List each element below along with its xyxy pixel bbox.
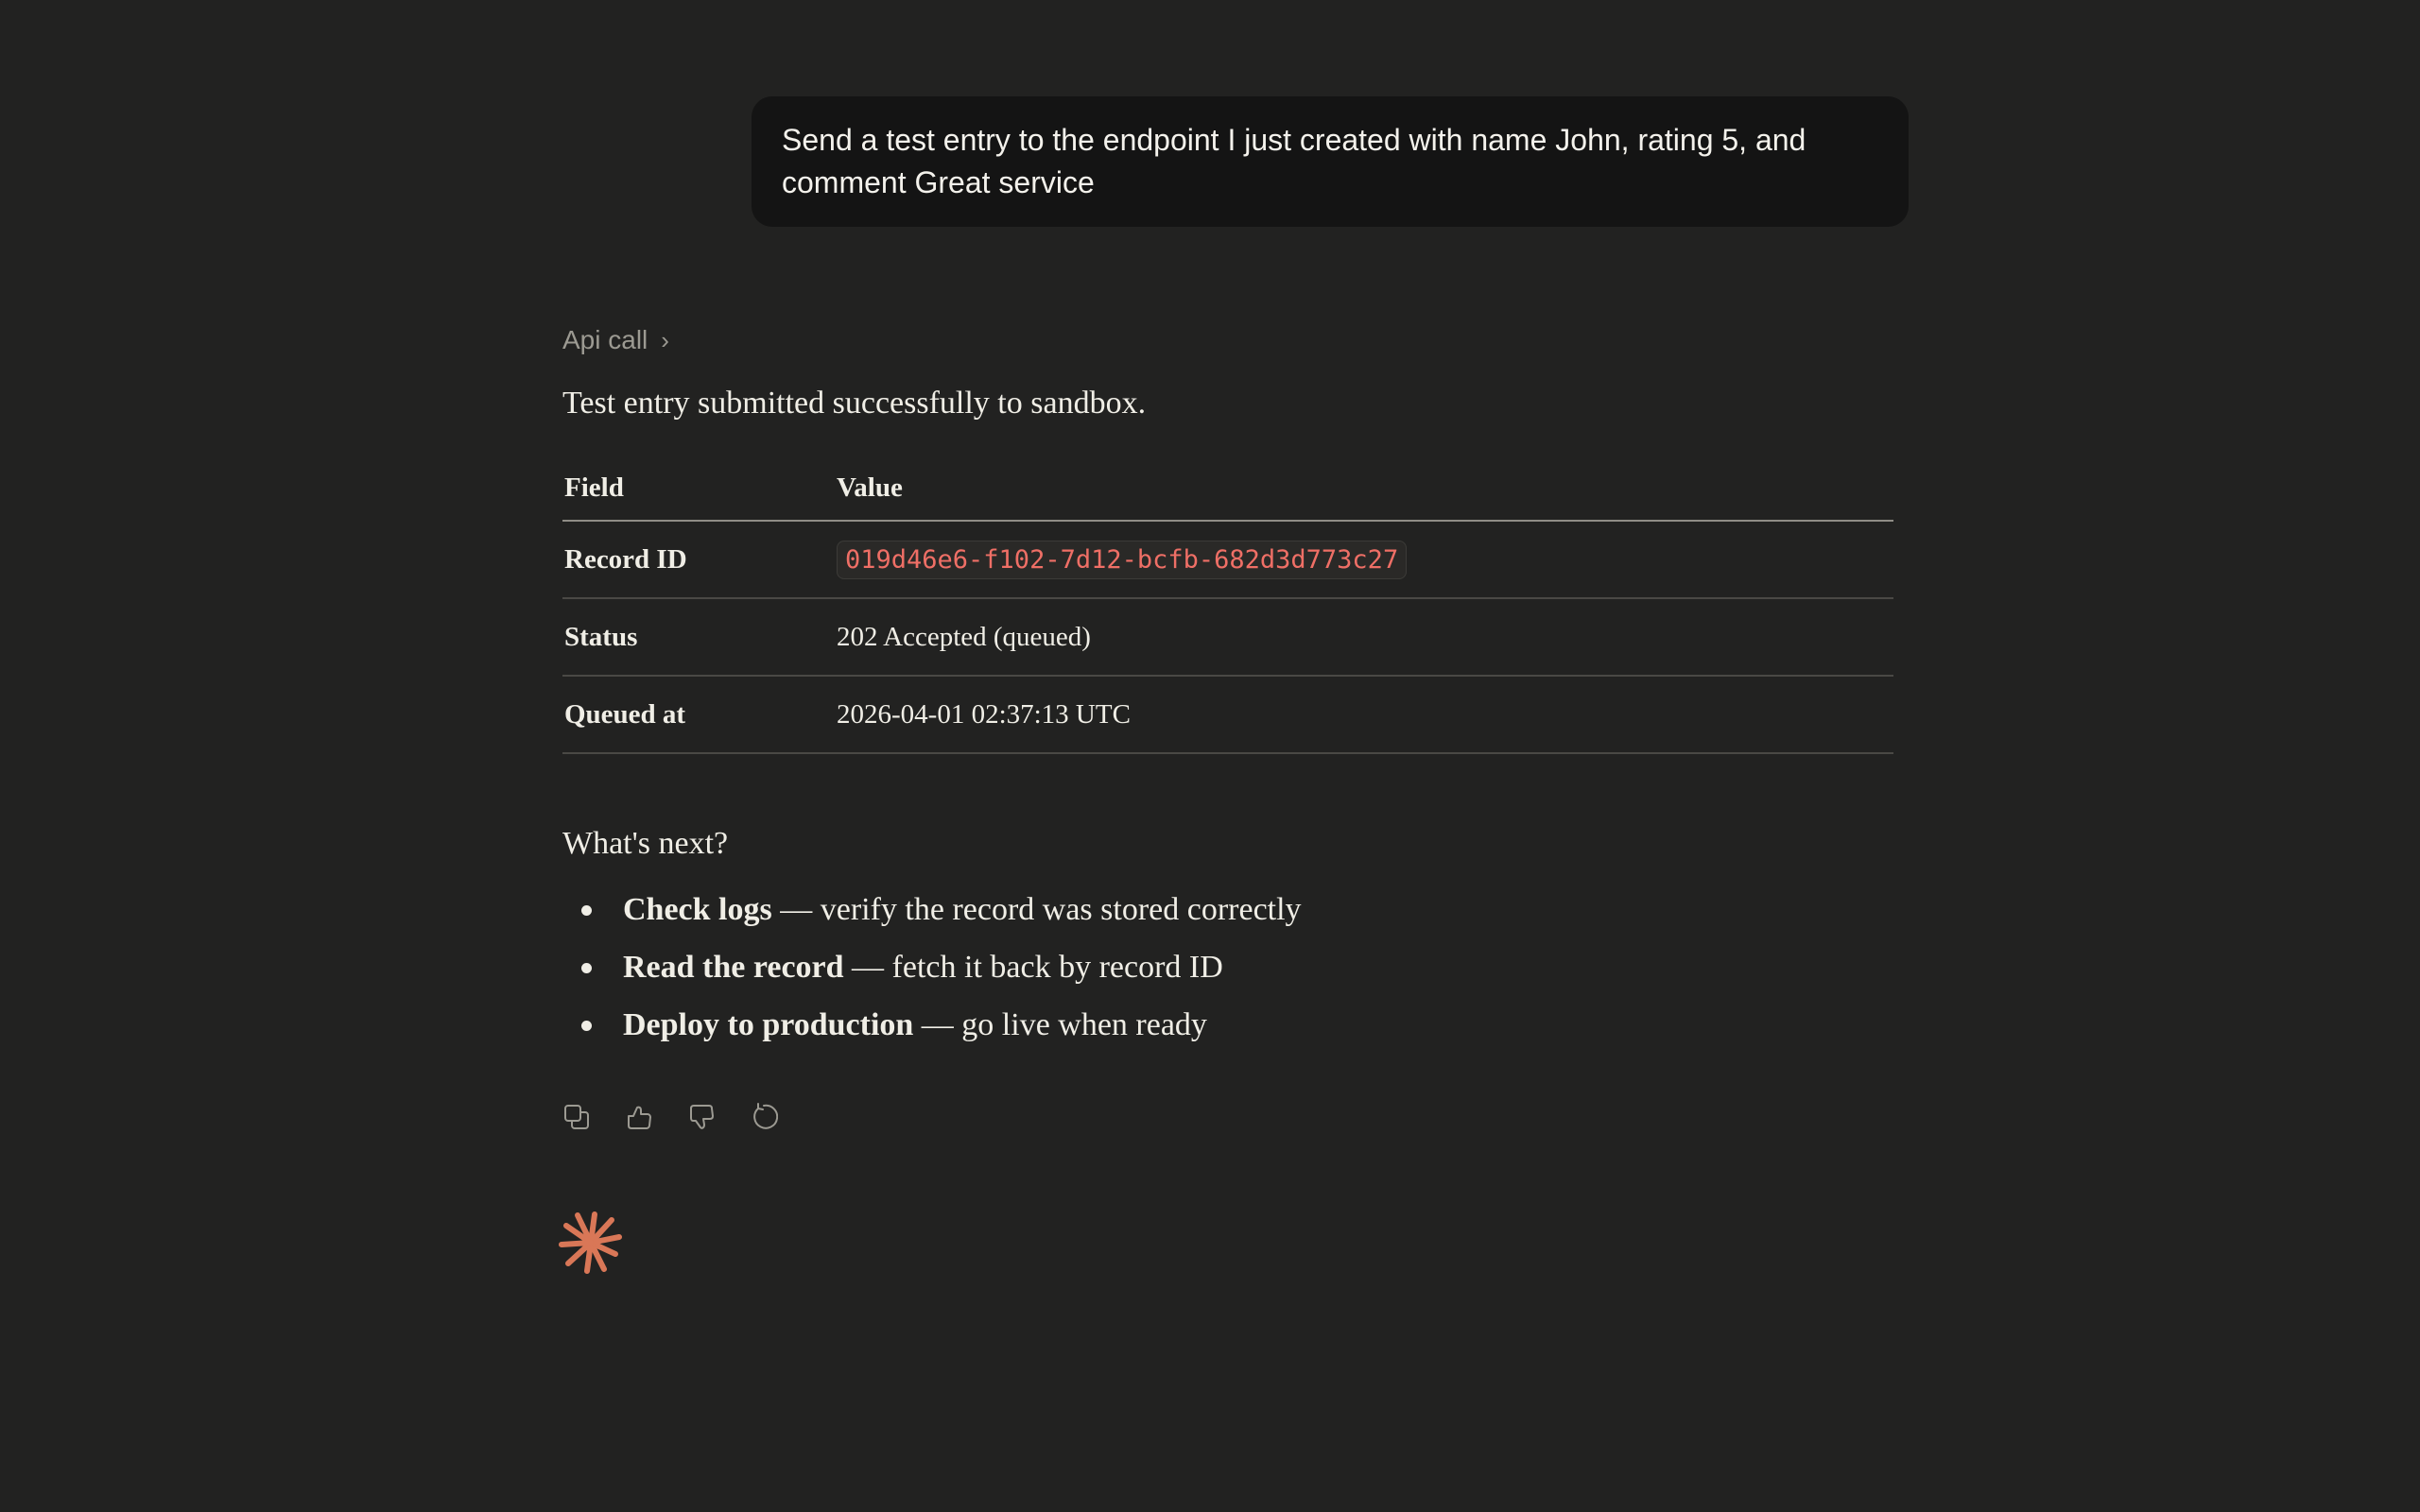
table-row [562,521,1893,598]
list-item [562,881,1895,938]
value-queued-at: 2026-04-01 02:37:13 UTC [835,676,1893,753]
list-item-title: Check logs [623,892,772,927]
value-status: 202 Accepted (queued) [835,598,1893,676]
user-message-text: Send a test entry to the endpoint I just created with name John, rating 5, and comment Great service [782,123,1806,199]
bullet-icon [581,963,592,973]
next-steps-list [562,881,1895,1054]
list-item-title: Deploy to production [623,1007,914,1042]
assistant-message [562,312,1895,1131]
list-item [562,938,1895,996]
result-table [562,455,1893,754]
list-item-desc: — go live when ready [913,1007,1207,1042]
whats-next-heading: What's next? [562,826,729,861]
list-item-desc: — fetch it back by record ID [843,950,1223,985]
api-call-label: Api call [562,325,648,354]
copy-button[interactable] [562,1103,591,1131]
table-row [562,598,1893,676]
claude-spark-icon [559,1211,623,1275]
retry-icon [750,1103,778,1131]
thumbs-up-button[interactable] [625,1103,653,1131]
field-queued-at: Queued at [562,676,835,753]
bullet-icon [581,1021,592,1031]
table-row [562,676,1893,753]
copy-icon [562,1103,591,1131]
thumbs-up-icon [625,1103,653,1131]
record-id-code: 019d46e6-f102-7d12-bcfb-682d3d773c27 [837,541,1407,579]
list-item [562,996,1895,1054]
field-record-id: Record ID [562,521,835,598]
retry-button[interactable] [750,1103,778,1131]
thumbs-down-icon [687,1103,716,1131]
thumbs-down-button[interactable] [687,1103,716,1131]
header-value: Value [835,455,1893,521]
list-item-title: Read the record [623,950,844,985]
bullet-icon [581,905,592,916]
table-header-row [562,455,1893,521]
user-message-bubble [752,96,1909,227]
field-status: Status [562,598,835,676]
header-field: Field [562,455,835,521]
list-item-desc: — verify the record was stored correctly [771,892,1302,927]
api-call-toggle[interactable] [562,312,1895,369]
summary-text: Test entry submitted successfully to sandbox. [562,386,1147,421]
value-record-id [835,521,1893,598]
message-actions [562,1103,1895,1131]
chevron-right-icon: › [661,325,669,354]
